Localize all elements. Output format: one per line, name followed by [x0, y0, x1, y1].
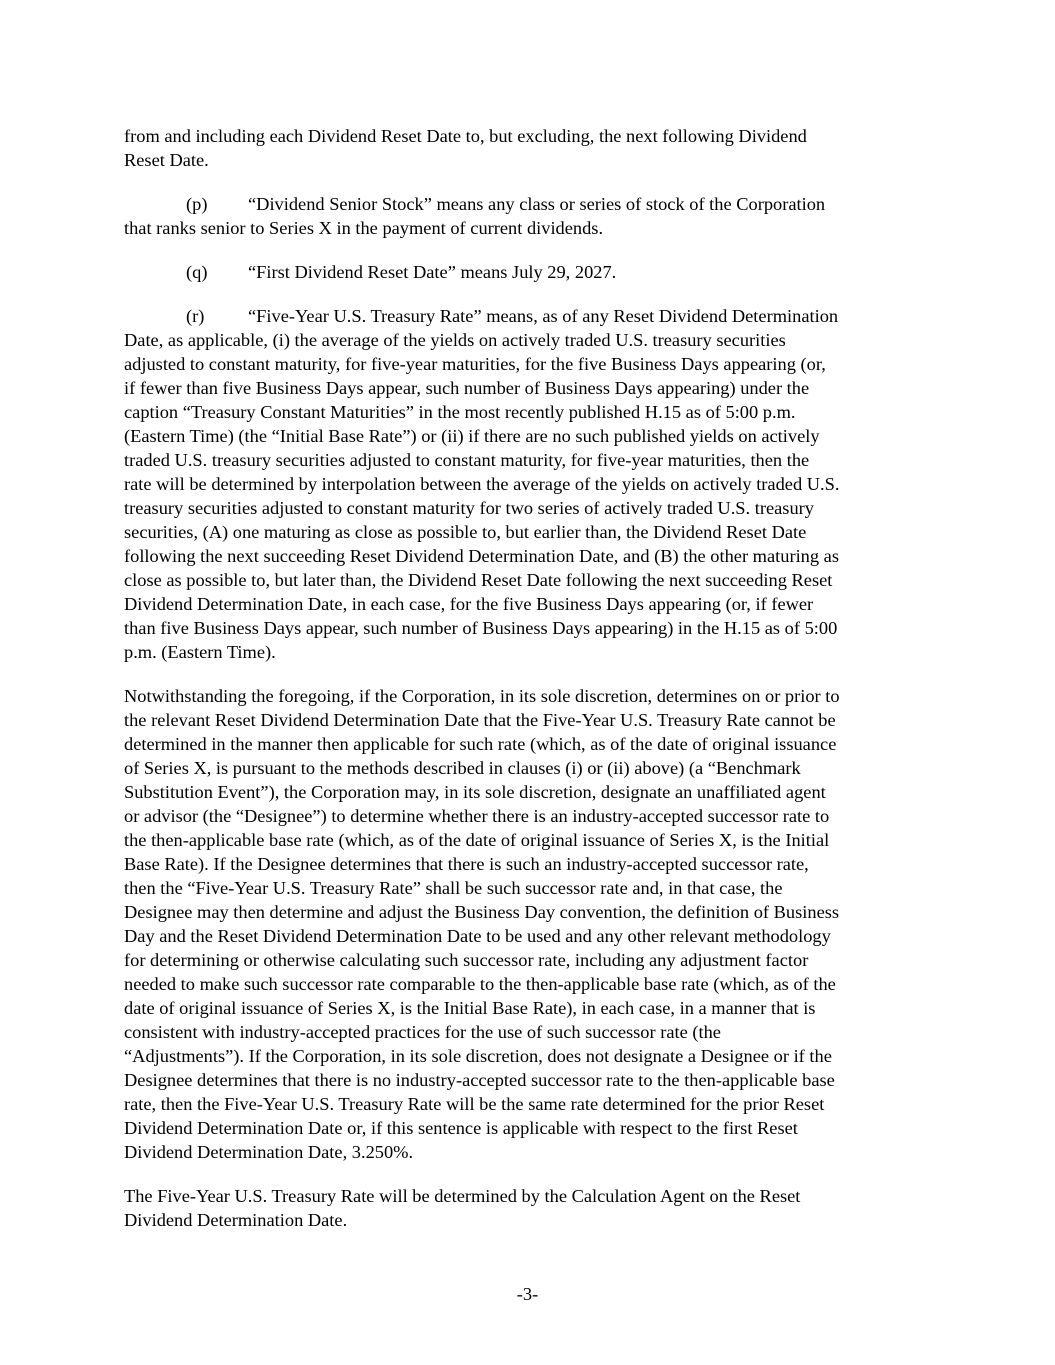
text-line: of Series X, is pursuant to the methods described in clauses (i) or (ii) above) (a “Benchmark	[124, 758, 801, 778]
text-line: securities, (A) one maturing as close as possible to, but earlier than, the Dividend Reset Date	[124, 522, 807, 542]
text-line: The Five-Year U.S. Treasury Rate will be determined by the Calculation Agent on the Reset	[124, 1186, 801, 1206]
text-line: Dividend Determination Date.	[124, 1210, 348, 1230]
text-line: the relevant Reset Dividend Determination Date that the Five-Year U.S. Treasury Rate cannot be	[124, 710, 836, 730]
text-line: Dividend Determination Date or, if this sentence is applicable with respect to the first Reset	[124, 1118, 798, 1138]
page-number: -3-	[516, 1284, 539, 1304]
text-line: Date, as applicable, (i) the average of the yields on actively traded U.S. treasury securities	[124, 330, 786, 350]
text-line: Designee determines that there is no industry-accepted successor rate to the then-applicable base	[124, 1070, 835, 1090]
item-first-line	[124, 304, 936, 328]
text-line: date of original issuance of Series X, is the Initial Base Rate), in each case, in a manner that is	[124, 998, 816, 1018]
text-line: then the “Five-Year U.S. Treasury Rate” shall be such successor rate and, in that case, the	[124, 878, 783, 898]
item-label: (p)	[186, 194, 208, 214]
text-line: than five Business Days appear, such number of Business Days appearing) in the H.15 as of 5:00	[124, 618, 838, 638]
text-line: needed to make such successor rate comparable to the then-applicable base rate (which, as of the	[124, 974, 836, 994]
text-line: if fewer than five Business Days appear, such number of Business Days appearing) under the	[124, 378, 810, 398]
text-line: Reset Date.	[124, 150, 209, 170]
text-line: that ranks senior to Series X in the payment of current dividends.	[124, 218, 604, 238]
text-line: consistent with industry-accepted practices for the use of such successor rate (the	[124, 1022, 721, 1042]
document-page	[124, 124, 936, 1252]
item-label: (q)	[186, 262, 208, 282]
text-line: traded U.S. treasury securities adjusted to constant maturity, for five-year maturities, then the	[124, 450, 810, 470]
text-line: “First Dividend Reset Date” means July 29, 2027.	[248, 262, 617, 282]
paragraph-calculation-agent	[124, 1184, 936, 1232]
text-line: Base Rate). If the Designee determines that there is such an industry-accepted successor rate,	[124, 854, 809, 874]
text-line: or advisor (the “Designee”) to determine whether there is an industry-accepted successor rate to	[124, 806, 830, 826]
text-line: Notwithstanding the foregoing, if the Corporation, in its sole discretion, determines on or prior to	[124, 686, 840, 706]
paragraph-continuation	[124, 124, 936, 172]
paragraph-item-r	[124, 304, 936, 664]
text-line: “Dividend Senior Stock” means any class or series of stock of the Corporation	[248, 194, 826, 214]
text-line: rate, then the Five-Year U.S. Treasury Rate will be the same rate determined for the prior Reset	[124, 1094, 825, 1114]
text-line: Substitution Event”), the Corporation may, in its sole discretion, designate an unaffiliated agent	[124, 782, 826, 802]
item-first-line	[124, 260, 936, 284]
text-line: Dividend Determination Date, in each case, for the five Business Days appearing (or, if fewer	[124, 594, 814, 614]
text-line: rate will be determined by interpolation between the average of the yields on actively traded U.S.	[124, 474, 840, 494]
text-line: following the next succeeding Reset Dividend Determination Date, and (B) the other maturing as	[124, 546, 839, 566]
text-line: Designee may then determine and adjust the Business Day convention, the definition of Business	[124, 902, 840, 922]
text-line: treasury securities adjusted to constant maturity for two series of actively traded U.S. treasury	[124, 498, 814, 518]
text-line: Dividend Determination Date, 3.250%.	[124, 1142, 414, 1162]
item-label: (r)	[186, 306, 205, 326]
item-first-line	[124, 192, 936, 216]
paragraph-item-q	[124, 260, 936, 284]
paragraph-item-p	[124, 192, 936, 240]
text-line: Day and the Reset Dividend Determination Date to be used and any other relevant methodology	[124, 926, 831, 946]
text-line: for determining or otherwise calculating such successor rate, including any adjustment factor	[124, 950, 809, 970]
text-line: the then-applicable base rate (which, as of the date of original issuance of Series X, is the Initial	[124, 830, 830, 850]
text-line: p.m. (Eastern Time).	[124, 642, 276, 662]
text-line: (Eastern Time) (the “Initial Base Rate”) or (ii) if there are no such published yields on actively	[124, 426, 820, 446]
paragraph-notwithstanding	[124, 684, 936, 1164]
text-line: adjusted to constant maturity, for five-year maturities, for the five Business Days appearing (or,	[124, 354, 826, 374]
text-line: close as possible to, but later than, the Dividend Reset Date following the next succeeding Reset	[124, 570, 833, 590]
text-line: from and including each Dividend Reset Date to, but excluding, the next following Dividend	[124, 126, 807, 146]
text-line: “Five-Year U.S. Treasury Rate” means, as of any Reset Dividend Determination	[248, 306, 839, 326]
text-line: “Adjustments”). If the Corporation, in its sole discretion, does not designate a Designee or if the	[124, 1046, 832, 1066]
text-line: determined in the manner then applicable for such rate (which, as of the date of original issuance	[124, 734, 837, 754]
text-line: caption “Treasury Constant Maturities” in the most recently published H.15 as of 5:00 p.m.	[124, 402, 796, 422]
